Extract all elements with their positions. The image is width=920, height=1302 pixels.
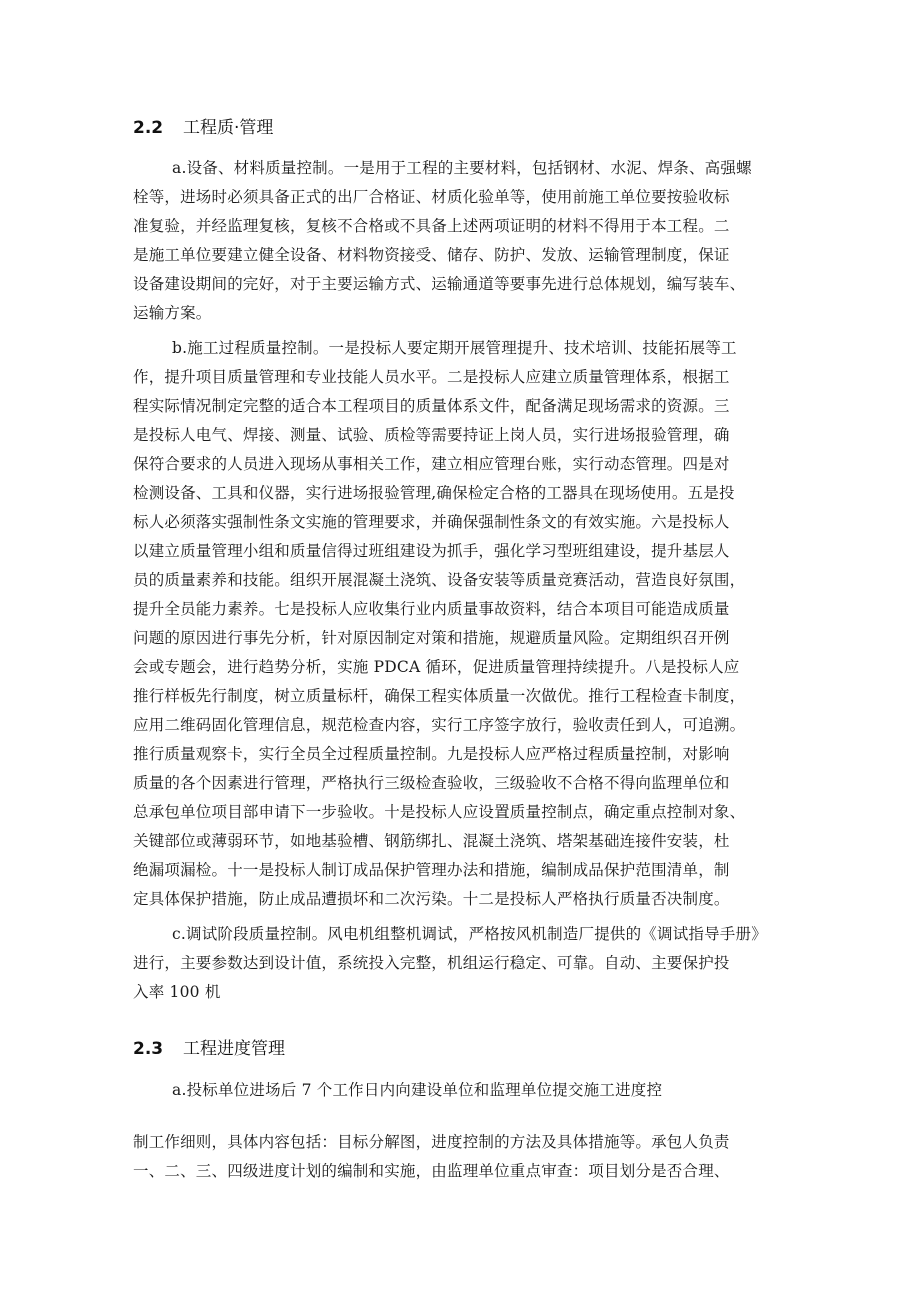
paragraph-line: 制工作细则，具体内容包括：目标分解图，进度控制的方法及具体措施等。承包人负责 [133, 1133, 730, 1151]
paragraph-line: 是施工单位要建立健全设备、材料物资接受、储存、防护、发放、运输管理制度，保证 [133, 246, 730, 264]
section-title: 工程质·管理 [183, 118, 274, 138]
paragraph-line: 关键部位或薄弱环节，如地基验槽、钢筋绑扎、混凝土浇筑、塔架基础连接件安装，杜 [133, 832, 730, 850]
paragraph-line: 推行样板先行制度，树立质量标杆，确保工程实体质量一次做优。推行工程检查卡制度， [133, 687, 746, 705]
paragraph-line: c.调试阶段质量控制。风电机组整机调试，严格按风机制造厂提供的《调试指导手册》 [172, 925, 767, 943]
paragraph-line: 栓等，进场时必须具备正式的出厂合格证、材质化验单等，使用前施工单位要按验收标 [133, 188, 730, 206]
paragraph-line: 以建立质量管理小组和质量信得过班组建设为抓手，强化学习型班组建设，提升基层人 [133, 542, 730, 560]
paragraph-line: 作，提升项目质量管理和专业技能人员水平。二是投标人应建立质量管理体系，根据工 [133, 368, 730, 386]
paragraph-line: 推行质量观察卡，实行全员全过程质量控制。九是投标人应严格过程质量控制，对影响 [133, 745, 730, 763]
paragraph-line: 绝漏项漏检。十一是投标人制订成品保护管理办法和措施，编制成品保护范围清单，制 [133, 861, 730, 879]
paragraph-line: 定具体保护措施，防止成品遭损坏和二次污染。十二是投标人严格执行质量否决制度。 [133, 890, 730, 908]
paragraph-line: 问题的原因进行事先分析，针对原因制定对策和措施，规避质量风险。定期组织召开例 [133, 629, 730, 647]
paragraph-line: 运输方案。 [133, 304, 212, 322]
paragraph-line: 检测设备、工具和仪器，实行进场报验管理,确保检定合格的工器具在现场使用。五是投 [133, 484, 735, 502]
paragraph-line: 一、二、三、四级进度计划的编制和实施，由监理单位重点审查：项目划分是否合理、 [133, 1162, 730, 1180]
paragraph-line: 入率 100 机 [133, 983, 221, 1001]
paragraph-line: 质量的各个因素进行管理，严格执行三级检查验收，三级验收不合格不得向监理单位和 [133, 774, 730, 792]
section-heading-2-2 [133, 113, 273, 138]
paragraph-line: 标人必须落实强制性条文实施的管理要求，并确保强制性条文的有效实施。六是投标人 [133, 513, 730, 531]
paragraph-line: 准复验，并经监理复核，复核不合格或不具备上述两项证明的材料不得用于本工程。二 [133, 217, 730, 235]
section-number: 2.3 [133, 1039, 164, 1059]
paragraph-line: 应用二维码固化管理信息，规范检查内容，实行工序签字放行，验收责任到人，可追溯。 [133, 716, 746, 734]
paragraph-line: 会或专题会，进行趋势分析，实施 PDCA 循环，促进质量管理持续提升。八是投标人应 [133, 658, 740, 676]
paragraph-line: 程实际情况制定完整的适合本工程项目的质量体系文件，配备满足现场需求的资源。三 [133, 397, 730, 415]
paragraph-line: 进行，主要参数达到设计值，系统投入完整，机组运行稳定、可靠。自动、主要保护投 [133, 954, 730, 972]
paragraph-line: 设备建设期间的完好，对于主要运输方式、运输通道等要事先进行总体规划，编写装车、 [133, 275, 746, 293]
paragraph-line: 总承包单位项目部申请下一步验收。十是投标人应设置质量控制点，确定重点控制对象、 [133, 803, 746, 821]
paragraph-line: 保符合要求的人员进入现场从事相关工作，建立相应管理台账，实行动态管理。四是对 [133, 455, 730, 473]
paragraph-line: 是投标人电气、焊接、测量、试验、质检等需要持证上岗人员，实行进场报验管理，确 [133, 426, 730, 444]
section-heading-2-3 [133, 1034, 285, 1059]
paragraph-line: 提升全员能力素养。七是投标人应收集行业内质量事故资料，结合本项目可能造成质量 [133, 600, 730, 618]
paragraph-line: a.投标单位进场后 7 个工作日内向建设单位和监理单位提交施工进度控 [172, 1081, 663, 1099]
paragraph-line: 员的质量素养和技能。组织开展混凝土浇筑、设备安装等质量竞赛活动，营造良好氛围， [133, 571, 746, 589]
paragraph-line: b.施工过程质量控制。一是投标人要定期开展管理提升、技术培训、技能拓展等工 [172, 339, 737, 357]
section-number: 2.2 [133, 118, 164, 138]
section-title: 工程进度管理 [183, 1039, 285, 1059]
paragraph-line: a.设备、材料质量控制。一是用于工程的主要材料，包括钢材、水泥、焊条、高强螺 [172, 159, 752, 177]
